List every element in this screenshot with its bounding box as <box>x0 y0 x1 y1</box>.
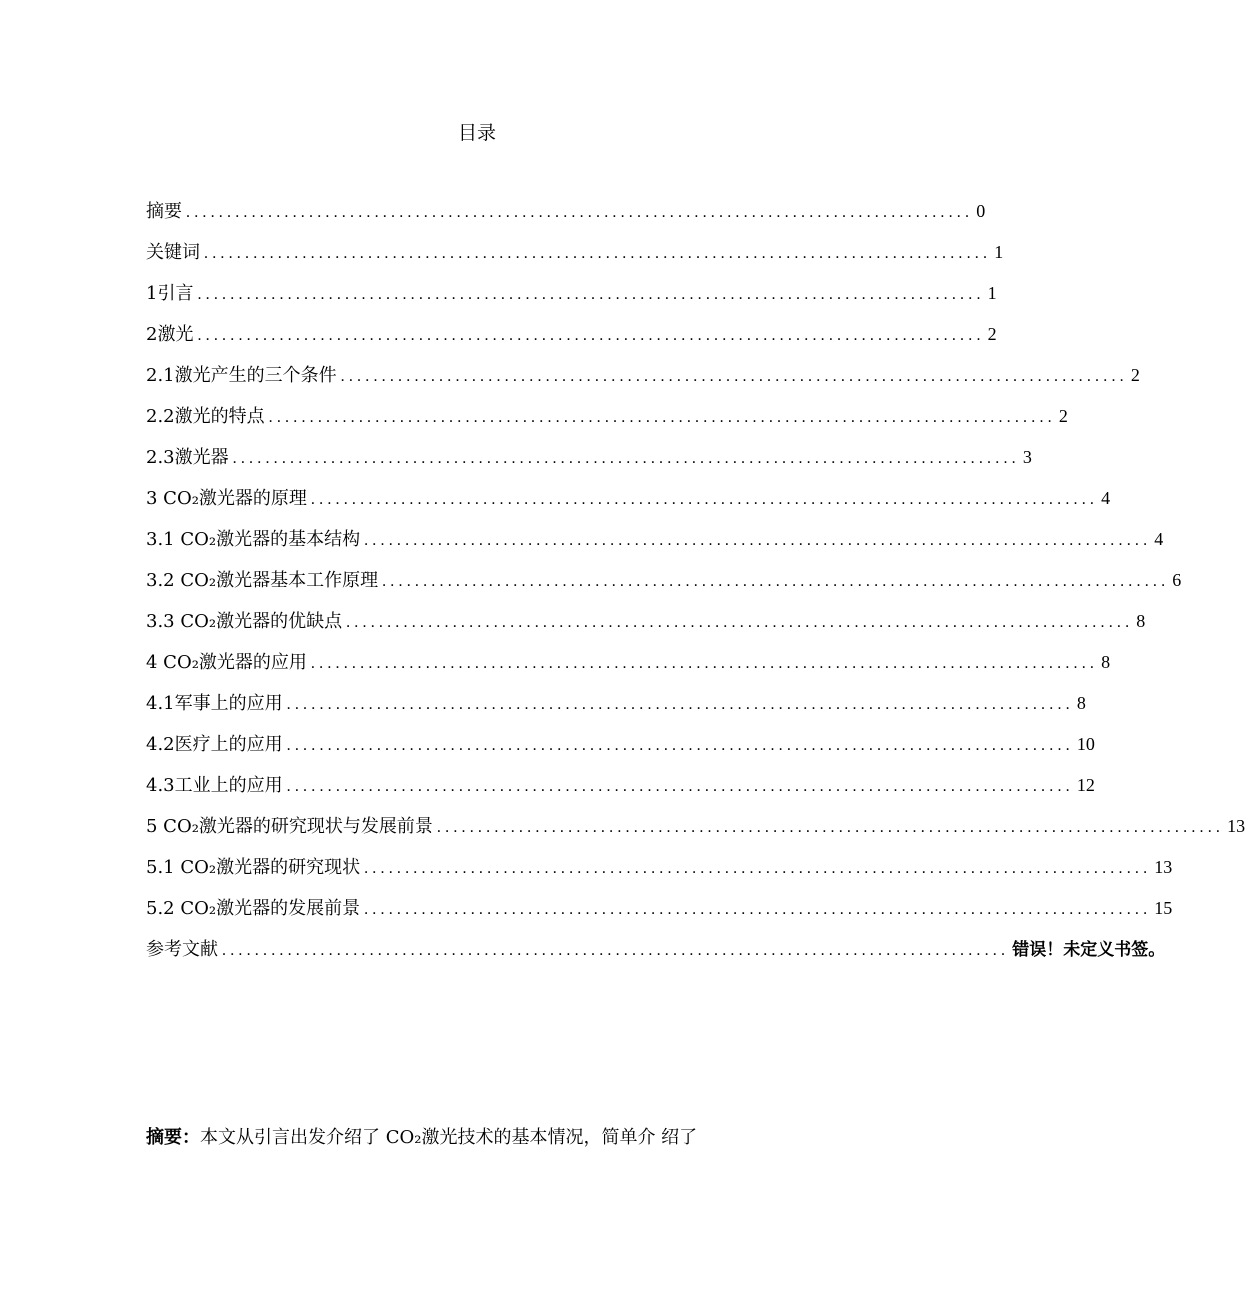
toc-entry-label: 4.1军事上的应用 <box>146 693 283 714</box>
toc-entry-page: 1 <box>987 283 997 303</box>
toc-entry[interactable] <box>146 894 1173 935</box>
toc-entry[interactable] <box>146 361 1140 402</box>
toc-entry[interactable] <box>146 935 1166 976</box>
toc-entry-page: 4 <box>1101 488 1111 508</box>
toc-leader-dots: ................................................................................................ <box>310 655 1099 672</box>
toc-entry-page: 4 <box>1154 529 1164 549</box>
toc-entry-label: 5.2 CO₂激光器的发展前景 <box>146 898 361 919</box>
toc-leader-dots: ................................................................................................ <box>364 860 1152 877</box>
toc-entry-page: 13 <box>1227 816 1245 836</box>
toc-entry-page: 13 <box>1154 857 1173 877</box>
toc-entry[interactable] <box>146 443 1032 484</box>
toc-entry-label: 2激光 <box>146 324 194 345</box>
toc-leader-dots: ................................................................................................ <box>286 778 1074 795</box>
toc-entry-label: 参考文献 <box>146 939 218 960</box>
toc-entry-label: 关键词 <box>146 242 200 263</box>
abstract-label: 摘要： <box>146 1127 200 1148</box>
toc-entry-page: 8 <box>1076 693 1086 713</box>
toc-entry[interactable] <box>146 853 1173 894</box>
toc-entry[interactable] <box>146 197 986 238</box>
toc-leader-dots: ................................................................................................ <box>364 901 1152 918</box>
toc-entry-label: 3.2 CO₂激光器基本工作原理 <box>146 570 379 591</box>
toc-leader-dots: ................................................................................................ <box>310 491 1099 508</box>
toc-entry[interactable] <box>146 648 1111 689</box>
toc-entry-label: 5.1 CO₂激光器的研究现状 <box>146 857 361 878</box>
toc-leader-dots: ................................................................................................ <box>346 614 1134 631</box>
toc-title: 目录 <box>457 122 496 144</box>
toc-entry-label: 4.2医疗上的应用 <box>146 734 283 755</box>
toc-leader-dots: ................................................................................................ <box>364 532 1152 549</box>
toc-leader-dots: ................................................................................................ <box>222 942 1010 959</box>
toc-entry-label: 4.3工业上的应用 <box>146 775 283 796</box>
toc-entry[interactable] <box>146 812 1245 853</box>
toc-entry-label: 3.1 CO₂激光器的基本结构 <box>146 529 361 550</box>
toc-entry-label: 2.2激光的特点 <box>146 406 265 427</box>
toc-entry[interactable] <box>146 607 1146 648</box>
toc-entry-page: 3 <box>1022 447 1032 467</box>
toc-leader-dots: ................................................................................................ <box>197 286 985 303</box>
toc-entry-page: 6 <box>1172 570 1182 590</box>
toc-entry-page: 8 <box>1101 652 1111 672</box>
toc-entry-label: 1引言 <box>146 283 194 304</box>
table-of-contents <box>146 197 1245 976</box>
toc-entry[interactable] <box>146 771 1095 812</box>
toc-entry-page: 12 <box>1076 775 1095 795</box>
toc-leader-dots: ................................................................................................ <box>286 737 1074 754</box>
toc-entry-label: 2.3激光器 <box>146 447 229 468</box>
toc-leader-dots: ................................................................................................ <box>268 409 1056 426</box>
toc-leader-dots: ................................................................................................ <box>286 696 1074 713</box>
toc-entry[interactable] <box>146 402 1068 443</box>
toc-entry-label: 3 CO₂激光器的原理 <box>146 488 307 509</box>
abstract-text: 本文从引言出发介绍了 CO₂激光技术的基本情况，简单介 绍了 <box>200 1127 698 1148</box>
toc-entry[interactable] <box>146 238 1004 279</box>
toc-leader-dots: ................................................................................................ <box>436 819 1225 836</box>
toc-leader-dots: ................................................................................................ <box>197 327 985 344</box>
abstract-paragraph <box>146 1123 806 1149</box>
toc-entry-page: 10 <box>1076 734 1095 754</box>
toc-bookmark-error: 错误！未定义书签。 <box>1012 940 1166 960</box>
toc-leader-dots: ................................................................................................ <box>382 573 1170 590</box>
toc-entry-page: 8 <box>1136 611 1146 631</box>
toc-entry-page: 1 <box>994 242 1004 262</box>
toc-entry-page: 15 <box>1154 898 1173 918</box>
toc-leader-dots: ................................................................................................ <box>204 245 992 262</box>
toc-leader-dots: ................................................................................................ <box>232 450 1020 467</box>
toc-entry-page: 2 <box>987 324 997 344</box>
toc-entry[interactable] <box>146 730 1095 771</box>
toc-leader-dots: ................................................................................................ <box>340 368 1128 385</box>
toc-leader-dots: ................................................................................................ <box>186 204 974 221</box>
toc-entry-label: 2.1激光产生的三个条件 <box>146 365 337 386</box>
toc-entry-page: 2 <box>1058 406 1068 426</box>
toc-entry-page: 0 <box>976 201 986 221</box>
toc-entry[interactable] <box>146 525 1164 566</box>
toc-entry[interactable] <box>146 689 1086 730</box>
toc-entry-label: 4 CO₂激光器的应用 <box>146 652 307 673</box>
toc-entry-label: 3.3 CO₂激光器的优缺点 <box>146 611 343 632</box>
toc-entry-label: 摘要 <box>146 201 182 222</box>
toc-entry[interactable] <box>146 484 1111 525</box>
toc-entry[interactable] <box>146 320 997 361</box>
toc-entry-label: 5 CO₂激光器的研究现状与发展前景 <box>146 816 433 837</box>
toc-entry[interactable] <box>146 279 997 320</box>
toc-entry[interactable] <box>146 566 1182 607</box>
toc-entry-page: 2 <box>1130 365 1140 385</box>
